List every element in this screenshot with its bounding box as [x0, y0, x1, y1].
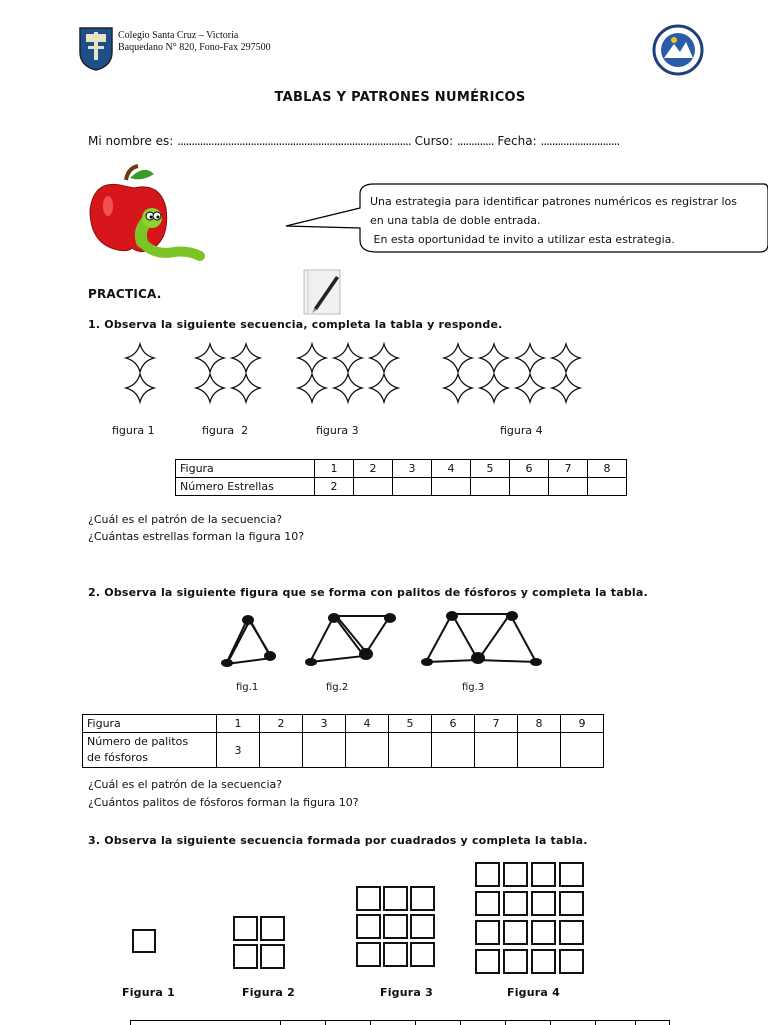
- table-row: [83, 715, 604, 733]
- square: [503, 920, 528, 945]
- table-cell[interactable]: [549, 478, 588, 496]
- table-row: [83, 733, 604, 768]
- square: [260, 944, 285, 969]
- ex1-figure-1-label: figura 1: [112, 424, 155, 437]
- table-row-label: Número Estrellas: [176, 478, 315, 496]
- four-point-star-icon: [298, 344, 326, 372]
- ex1-figure-4-label: figura 4: [500, 424, 543, 437]
- table-cell: 7: [549, 460, 588, 478]
- four-point-star-icon: [444, 344, 472, 372]
- table-cell: 3: [393, 460, 432, 478]
- table-cell: 5: [389, 715, 432, 733]
- square: [383, 942, 408, 967]
- four-point-star-icon: [552, 374, 580, 402]
- square: [531, 891, 556, 916]
- table-row-label: Figura: [176, 460, 315, 478]
- table-cell[interactable]: [561, 733, 604, 768]
- row-label-line-2: de fósforos: [87, 751, 148, 764]
- exercise-1-table: [175, 459, 627, 496]
- table-cell[interactable]: 2: [315, 478, 354, 496]
- table-cell[interactable]: [432, 733, 475, 768]
- four-point-star-icon: [552, 344, 580, 372]
- ex1-question-1: ¿Cuál es el patrón de la secuencia?: [88, 513, 283, 526]
- practice-title: PRACTICA.: [88, 287, 162, 301]
- pencil-notebook-icon: [302, 268, 344, 316]
- school-crest-icon: [78, 26, 114, 72]
- table-cell: 4: [346, 715, 389, 733]
- ex1-question-2: ¿Cuántas estrellas forman la figura 10?: [88, 530, 305, 543]
- table-cell[interactable]: [471, 478, 510, 496]
- four-point-star-icon: [334, 344, 362, 372]
- exercise-3-table-edge: [130, 1020, 670, 1025]
- table-cell[interactable]: [588, 478, 627, 496]
- square: [531, 920, 556, 945]
- matchsticks-sequence: [214, 606, 550, 676]
- square: [475, 862, 500, 887]
- four-point-star-icon: [196, 344, 224, 372]
- exercise-2-instruction: 2. Observa la siguiente figura que se forma con palitos de fósforos y completa la tabla.: [88, 586, 648, 599]
- four-point-star-icon: [232, 344, 260, 372]
- four-point-star-icon: [232, 374, 260, 402]
- four-point-star-icon: [370, 374, 398, 402]
- table-row-label: [83, 733, 217, 768]
- bubble-text: [370, 192, 737, 249]
- square: [475, 891, 500, 916]
- square: [559, 891, 584, 916]
- table-cell: 9: [561, 715, 604, 733]
- date-label: Fecha:: [497, 134, 537, 148]
- table-cell[interactable]: [389, 733, 432, 768]
- four-point-star-icon: [334, 374, 362, 402]
- figure-4-stars: [444, 344, 580, 402]
- square: [356, 914, 381, 939]
- name-label: Mi nombre es:: [88, 134, 174, 148]
- figure-1-stars: [126, 344, 154, 402]
- table-cell[interactable]: 3: [217, 733, 260, 768]
- ex1-figure-3-label: figura 3: [316, 424, 359, 437]
- table-cell: 5: [471, 460, 510, 478]
- square: [531, 862, 556, 887]
- stars-sequence: [110, 338, 600, 410]
- four-point-star-icon: [480, 344, 508, 372]
- ex3-figure-1-label: Figura 1: [122, 986, 175, 999]
- square: [233, 916, 258, 941]
- school-name: Colegio Santa Cruz – Victoria: [118, 30, 239, 41]
- table-cell: 8: [518, 715, 561, 733]
- table-cell: 1: [315, 460, 354, 478]
- table-cell: 8: [588, 460, 627, 478]
- fig-2-triangles: [310, 616, 390, 662]
- square: [383, 914, 408, 939]
- four-point-star-icon: [298, 374, 326, 402]
- four-point-star-icon: [516, 374, 544, 402]
- table-cell[interactable]: [260, 733, 303, 768]
- four-point-star-icon: [126, 344, 154, 372]
- bubble-line-1: Una estrategia para identificar patrones numéricos es registrar los: [370, 195, 738, 208]
- ex2-figure-2-label: fig.2: [326, 682, 349, 693]
- table-cell: 2: [354, 460, 393, 478]
- square: [132, 929, 156, 953]
- school-info: [118, 30, 271, 54]
- bubble-line-3: En esta oportunidad te invito a utilizar esta estrategia.: [370, 233, 675, 246]
- table-row: [176, 478, 627, 496]
- table-cell[interactable]: [393, 478, 432, 496]
- square: [531, 949, 556, 974]
- square: [503, 949, 528, 974]
- bubble-line-2: en una tabla de doble entrada.: [370, 214, 541, 227]
- square: [559, 949, 584, 974]
- course-label: Curso:: [414, 134, 454, 148]
- name-line: Mi nombre es: ................................................................................... Curso: ............. Fecha: ............................: [88, 134, 620, 148]
- row-label-line-1: Número de palitos: [87, 735, 189, 748]
- exercise-3-instruction: 3. Observa la siguiente secuencia formada por cuadrados y completa la tabla.: [88, 834, 588, 847]
- square: [233, 944, 258, 969]
- square: [410, 886, 435, 911]
- table-cell: 6: [510, 460, 549, 478]
- school-address: Baquedano N° 820, Fono-Fax 297500: [118, 42, 271, 53]
- school-seal-icon: [652, 24, 704, 76]
- ex2-figure-1-label: fig.1: [236, 682, 259, 693]
- four-point-star-icon: [126, 374, 154, 402]
- square: [260, 916, 285, 941]
- table-cell: 1: [217, 715, 260, 733]
- ex2-question-2: ¿Cuántos palitos de fósforos forman la figura 10?: [88, 796, 359, 809]
- four-point-star-icon: [370, 344, 398, 372]
- table-cell: 4: [432, 460, 471, 478]
- table-cell: 3: [303, 715, 346, 733]
- four-point-star-icon: [196, 374, 224, 402]
- square: [503, 891, 528, 916]
- figure-2-stars: [196, 344, 260, 402]
- ex3-figure-3-label: Figura 3: [380, 986, 433, 999]
- ex3-figure-2-label: Figura 2: [242, 986, 295, 999]
- square: [559, 920, 584, 945]
- square: [410, 942, 435, 967]
- exercise-2-table: [82, 714, 604, 768]
- table-cell[interactable]: [510, 478, 549, 496]
- table-cell[interactable]: [432, 478, 471, 496]
- ex3-figure-4-label: Figura 4: [507, 986, 560, 999]
- ex2-figure-3-label: fig.3: [462, 682, 485, 693]
- four-point-star-icon: [444, 374, 472, 402]
- table-cell[interactable]: [354, 478, 393, 496]
- table-row: [176, 460, 627, 478]
- square: [475, 920, 500, 945]
- table-cell[interactable]: [303, 733, 346, 768]
- square: [356, 886, 381, 911]
- table-cell: 7: [475, 715, 518, 733]
- square: [383, 886, 408, 911]
- square: [503, 862, 528, 887]
- table-cell[interactable]: [346, 733, 389, 768]
- page-title: TABLAS Y PATRONES NUMÉRICOS: [274, 90, 526, 105]
- table-row-label: Figura: [83, 715, 217, 733]
- exercise-1-instruction: 1. Observa la siguiente secuencia, completa la tabla y responde.: [88, 318, 503, 331]
- table-cell[interactable]: [475, 733, 518, 768]
- apple-worm-icon: [84, 164, 208, 262]
- square: [410, 914, 435, 939]
- four-point-star-icon: [516, 344, 544, 372]
- square: [475, 949, 500, 974]
- table-cell: 6: [432, 715, 475, 733]
- table-cell[interactable]: [518, 733, 561, 768]
- table-cell: 2: [260, 715, 303, 733]
- figure-3-stars: [298, 344, 398, 402]
- four-point-star-icon: [480, 374, 508, 402]
- ex1-figure-2-label: figura 2: [202, 424, 249, 437]
- square: [559, 862, 584, 887]
- square: [356, 942, 381, 967]
- ex2-question-1: ¿Cuál es el patrón de la secuencia?: [88, 778, 283, 791]
